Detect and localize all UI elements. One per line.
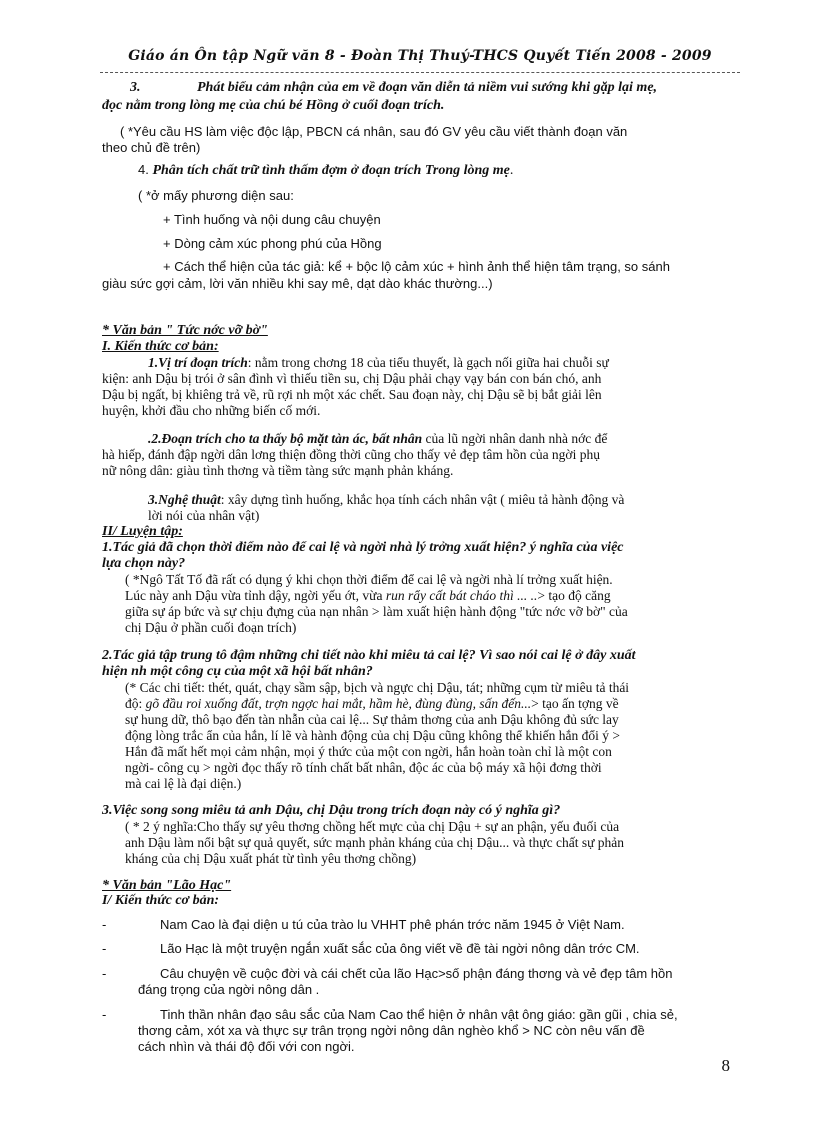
section-title-lao-hac: * Văn bản "Lão Hạc" [102, 878, 232, 893]
exercise2-answer-line1: (* Các chi tiết: thét, quát, chạy sầm sập, bịch và ngực chị Dậu, tát; những cụm từ miêu tả thái [125, 680, 630, 695]
lao-hac-item-4-line1: Tinh thần nhân đạo sâu sắc của Nam Cao thể hiện ở nhân vật ông giáo: gần gũi , chia sẻ, [160, 1007, 678, 1022]
exercise3-answer-line2: anh Dậu làm nổi bật sự quả quyết, sức mạnh phản kháng của chị Dậu... và thực chất sự phản [125, 835, 625, 850]
exercise2-question-line2: hiện nh một công cụ của một xã hội bất nhân? [102, 664, 373, 679]
q4-line [138, 162, 758, 179]
exercise1-answer-line3: giữa sự áp bức và sự chịu đựng của nạn nhân > làm xuất hiện hành động "tức nớc vỡ bờ" của [125, 604, 628, 619]
exercise1-question-line1: 1.Tác giả đã chọn thời điểm nào để cai lệ và ngời nhà lý trởng xuất hiện? ý nghĩa của việc [102, 540, 624, 555]
vb1-para2-lead: .2.Đoạn trích cho ta thấy bộ mặt tàn ác, bất nhân [148, 431, 423, 446]
list-dash-3: - [102, 966, 107, 981]
q4-label: 4. [138, 162, 153, 177]
exercise3-answer-line1: ( * 2 ý nghĩa:Cho thấy sự yêu thơng chồng hết mực của chị Dậu + sự an phận, yếu đuối của [125, 819, 620, 834]
exercise2-answer-line2-a: độ: [125, 696, 146, 711]
section1-subheading-luyen-tap: II/ Luyện tập: [102, 524, 183, 539]
list-dash-2: - [102, 941, 107, 956]
section2-subheading-kien-thuc: I/ Kiến thức cơ bản: [102, 893, 220, 908]
vb1-para2-line1 [148, 431, 748, 447]
exercise1-answer-line2 [125, 588, 745, 604]
vb1-para1-line4: huyện, khởi đầu cho những biến cố mới. [102, 403, 321, 418]
lao-hac-item-4-line2: thơng cảm, xót xa và thực sự trân trọng ngời nông dân nghèo khổ > NC còn nêu vấn đề [138, 1023, 645, 1038]
q3-note-line1: ( *Yêu cầu HS làm việc độc lập, PBCN cá nhân, sau đó GV yêu cầu viết thành đoạn văn [120, 124, 628, 139]
exercise1-answer-line2-a: Lúc này anh Dậu vừa tỉnh dậy, ngời yếu ớt, vừa [125, 588, 386, 603]
section1-subheading-kien-thuc: I. Kiến thức cơ bản: [102, 339, 219, 354]
q4-item-2: + Dòng cảm xúc phong phú của Hồng [163, 236, 382, 251]
lao-hac-item-4-line3: cách nhìn và thái độ đối với con ngời. [138, 1039, 355, 1054]
q3-text-line1: Phát biểu cảm nhận của em về đoạn văn diễn tả niềm vui sướng khi gặp lại mẹ, [197, 80, 658, 95]
section-title-tuc-nuoc-vo-bo: * Văn bản " Tức nớc vỡ bờ" [102, 323, 268, 338]
vb1-para3-line2: lời nói của nhân vật) [148, 508, 260, 523]
vb1-para2-text: của lũ ngời nhân danh nhà nớc để [422, 431, 608, 446]
q3-text-line2: đọc nằm trong lòng mẹ của chú bé Hồng ở cuối đoạn trích. [102, 98, 445, 113]
lao-hac-item-3-line1: Câu chuyện về cuộc đời và cái chết của lão Hạc>số phận đáng thơng và vẻ đẹp tâm hồn [160, 966, 673, 981]
vb1-para1-lead: 1.Vị trí đoạn trích [148, 355, 248, 370]
exercise3-question: 3.Việc song song miêu tả anh Dậu, chị Dậu trong trích đoạn này có ý nghĩa gì? [102, 803, 561, 818]
exercise1-question-line2: lựa chọn này? [102, 556, 186, 571]
exercise2-answer-line2-c: > tạo ấn tợng về [531, 696, 619, 711]
q4-text: Phân tích chất trữ tình thấm đợm ở đoạn trích Trong lòng mẹ [152, 163, 510, 178]
vb1-para3-text: : xây dựng tình huống, khắc họa tính cách nhân vật ( miêu tả hành động và [220, 492, 625, 507]
q3-number: 3. [130, 80, 141, 95]
exercise1-answer-line1: ( *Ngô Tất Tố đã rất có dụng ý khi chọn thời điểm để cai lệ và ngời nhà lí trởng xuất hiện. [125, 572, 613, 587]
page-number: 8 [721, 1056, 730, 1075]
vb1-para1-line3: Dậu bị ngất, bị khiêng trả về, rũ rợi nh một xác chết. Sau đoạn này, chị Dậu sẽ bị bắt giải lên [102, 387, 602, 402]
exercise1-answer-line2-c: > tạo độ căng [537, 588, 611, 603]
list-dash-1: - [102, 917, 107, 932]
lao-hac-item-1: Nam Cao là đại diện u tú của trào lu VHHT phê phán trớc năm 1945 ở Việt Nam. [160, 917, 625, 932]
lao-hac-item-3-line2: đáng trọng của ngời nông dân . [138, 982, 320, 997]
vb1-para2-line2: hà hiếp, đánh đập ngời dân lơng thiện đồng thời cũng cho thấy vẻ đẹp tâm hồn của ngời phụ [102, 447, 600, 462]
q4-item-3-line2: giàu sức gợi cảm, lời văn nhiều khi say mê, dạt dào khác thường...) [102, 276, 493, 291]
exercise2-answer-quote: gõ đầu roi xuống đất, trợn ngợc hai mắt, hầm hè, đùng đùng, sấn đến... [145, 696, 532, 711]
list-dash-4: - [102, 1007, 107, 1022]
vb1-para2-line3: nữ nông dân: giàu tình thơng và tiềm tàng sức mạnh phản kháng. [102, 463, 454, 478]
vb1-para1-line1 [148, 355, 748, 371]
exercise2-question-line1: 2.Tác giả tập trung tô đậm những chi tiết nào khi miêu tả cai lệ? Vì sao nói cai lệ ở đây xuất [102, 648, 636, 663]
exercise2-answer-line5: Hắn đã mất hết mọi cảm nhận, mọi ý thức của một con ngời, hắn hoàn toàn chỉ là một con [125, 744, 612, 759]
q4-dot: . [509, 163, 514, 178]
exercise2-answer-line2 [125, 696, 745, 712]
vb1-para1-line2: kiện: anh Dậu bị trói ở sân đình vì thiếu tiền su, chị Dậu phải chạy vạy bán con bán chó, anh [102, 371, 602, 386]
exercise2-answer-line7: mà cai lệ là đại diện.) [125, 776, 242, 791]
exercise2-answer-line4: động lòng trắc ẩn của hắn, lí lẽ và hành động của chị Dậu cũng không thể khiến hắn đổi ý > [125, 728, 620, 743]
q4-hint: ( *ở mấy phương diện sau: [138, 188, 294, 203]
page-header: Giáo án Ôn tập Ngữ văn 8 - Đoàn Thị Thuý-THCS Quyết Tiến 2008 - 2009 [128, 48, 712, 64]
exercise1-answer-quote: run rẩy cất bát cháo thì ... .. [385, 588, 538, 603]
exercise2-answer-line3: sự hung dữ, thô bạo đến tàn nhẫn của cai lệ... Sự thảm thơng của anh Dậu không đủ sức lay [125, 712, 619, 727]
vb1-para3-line1 [148, 492, 748, 508]
exercise2-answer-line6: ngời- công cụ > ngời đọc thấy rõ tính chất bất nhân, độc ác của bộ máy xã hội đơng thời [125, 760, 602, 775]
q4-item-3-line1: + Cách thể hiện của tác giả: kể + bộc lộ cảm xúc + hình ảnh thể hiện tâm trạng, so sánh [163, 259, 670, 274]
q4-item-1: + Tình huống và nội dung câu chuyện [163, 212, 381, 227]
lao-hac-item-2: Lão Hạc là một truyện ngắn xuất sắc của ông viết về đề tài ngời nông dân trớc CM. [160, 941, 640, 956]
q3-note-line2: theo chủ đề trên) [102, 140, 201, 155]
vb1-para3-lead: 3.Nghệ thuật [148, 492, 221, 507]
header-divider [100, 72, 740, 73]
vb1-para1-text: : nằm trong chơng 18 của tiểu thuyết, là gạch nối giữa hai chuỗi sự [247, 355, 609, 370]
exercise1-answer-line4: chị Dậu ở phần cuối đoạn trích) [125, 620, 297, 635]
exercise3-answer-line3: kháng của chị Dậu xuất phát từ tình yêu thơng chồng) [125, 851, 417, 866]
